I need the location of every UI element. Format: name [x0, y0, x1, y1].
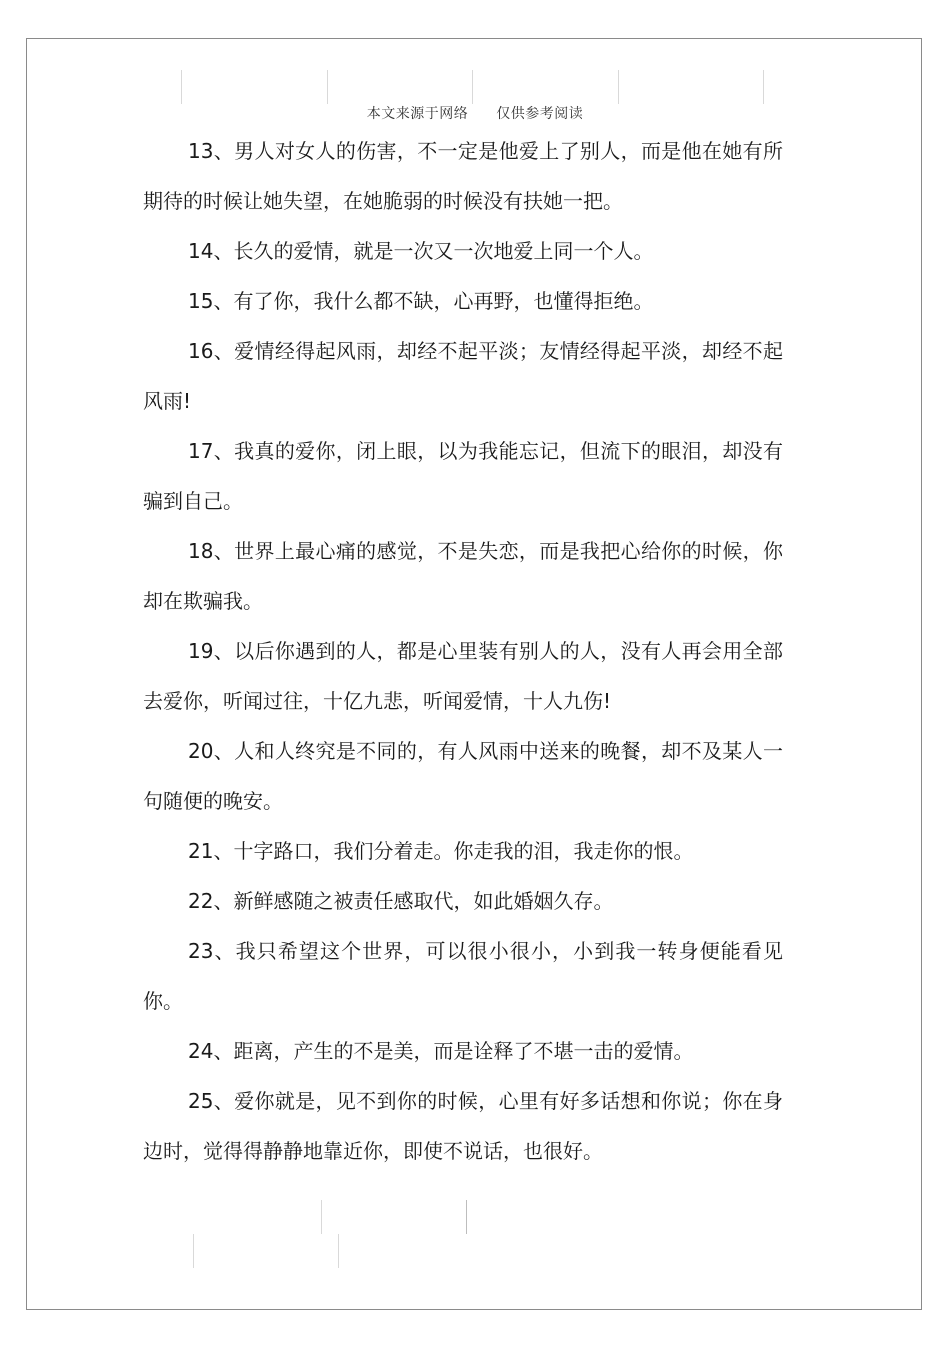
source-note-left: 本文来源于网络 [366, 106, 469, 122]
quote-item: 16、爱情经得起风雨，却经不起平淡；友情经得起平淡，却经不起风雨! [143, 339, 783, 413]
quote-item: 19、以后你遇到的人，都是心里装有别人的人，没有人再会用全部去爱你，听闻过往，十亿九悲，听闻爱情，十人九伤! [143, 639, 783, 713]
scan-mark [763, 70, 764, 104]
scan-mark [466, 1200, 467, 1234]
quote-item: 24、距离，产生的不是美，而是诠释了不堪一击的爱情。 [188, 1039, 694, 1063]
quote-item: 23、我只希望这个世界，可以很小很小，小到我一转身便能看见你。 [143, 939, 783, 1013]
scan-mark [338, 1234, 339, 1268]
scan-mark [321, 1200, 322, 1234]
quote-item: 25、爱你就是，见不到你的时候，心里有好多话想和你说；你在身边时，觉得得静静地靠近你，即使不说话，也很好。 [143, 1089, 783, 1163]
quote-list [143, 126, 783, 1176]
scan-mark [472, 70, 473, 104]
scan-mark [618, 70, 619, 104]
quote-item: 21、十字路口，我们分着走。你走我的泪，我走你的恨。 [188, 839, 694, 863]
quote-item: 20、人和人终究是不同的，有人风雨中送来的晚餐，却不及某人一句随便的晚安。 [143, 739, 783, 813]
quote-item: 18、世界上最心痛的感觉，不是失恋，而是我把心给你的时候，你却在欺骗我。 [143, 539, 783, 613]
quote-item: 13、男人对女人的伤害，不一定是他爱上了别人，而是他在她有所期待的时候让她失望，在她脆弱的时候没有扶她一把。 [143, 139, 783, 213]
quote-item: 15、有了你，我什么都不缺，心再野，也懂得拒绝。 [188, 289, 654, 313]
quote-item: 22、新鲜感随之被责任感取代，如此婚姻久存。 [188, 889, 614, 913]
quote-item: 17、我真的爱你，闭上眼，以为我能忘记，但流下的眼泪，却没有骗到自己。 [143, 439, 783, 513]
source-note-right: 仅供参考阅读 [496, 106, 584, 122]
quote-item: 14、长久的爱情，就是一次又一次地爱上同一个人。 [188, 239, 654, 263]
scan-mark [327, 70, 328, 104]
scan-mark [181, 70, 182, 104]
scan-mark [193, 1234, 194, 1268]
source-note [0, 103, 950, 123]
